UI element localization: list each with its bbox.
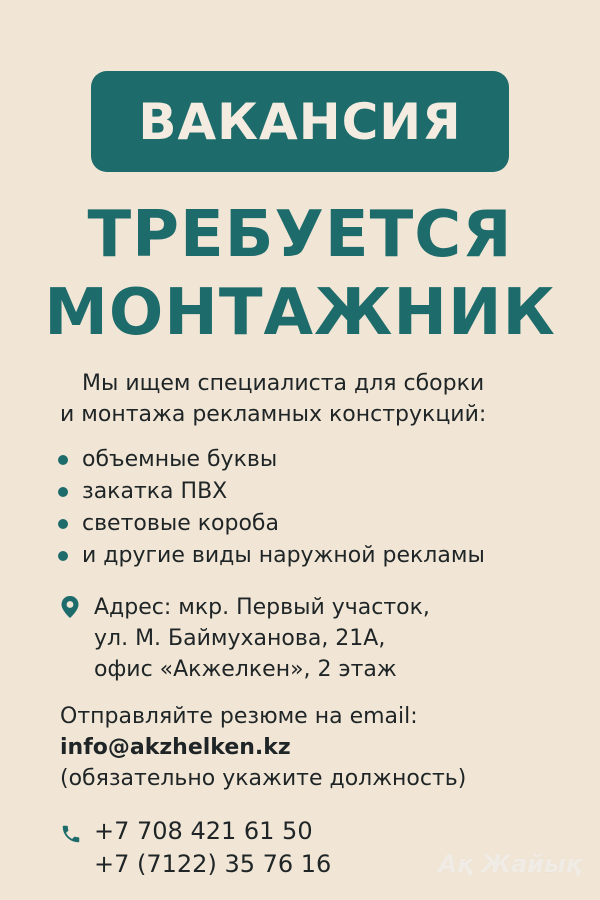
location-pin-icon — [60, 595, 80, 628]
email-link[interactable]: info@akzhelken.kz — [60, 735, 291, 760]
intro-line-2: и монтажа рекламных конструкций: — [60, 402, 487, 427]
resume-block — [60, 701, 580, 794]
headline-line-2: МОНТАЖНИК — [44, 276, 556, 350]
watermark: Ақ Жайық — [438, 850, 582, 878]
list-item-text: световые короба — [82, 511, 279, 536]
bullet-dot-icon — [58, 519, 68, 529]
list-item — [58, 508, 578, 540]
bullet-dot-icon — [58, 551, 68, 561]
list-item — [58, 476, 578, 508]
bullet-dot-icon — [58, 487, 68, 497]
headline-line-1: ТРЕБУЕТСЯ — [87, 198, 513, 272]
list-item — [58, 444, 578, 476]
vacancy-badge — [91, 71, 509, 172]
address-line-1: Адрес: мкр. Первый участок, — [94, 595, 430, 620]
list-item-text: закатка ПВХ — [82, 479, 228, 504]
intro-line-1: Мы ищем специалиста для сборки — [82, 371, 485, 396]
list-item-text: объемные буквы — [82, 447, 278, 472]
phone-icon — [60, 821, 82, 854]
phone-number-2[interactable]: +7 (7122) 35 76 16 — [94, 850, 332, 878]
address-line-3: офис «Акжелкен», 2 этаж — [94, 657, 397, 682]
address-line-2: ул. М. Баймуханова, 21А, — [94, 626, 386, 651]
duties-list — [58, 444, 578, 572]
address-block — [60, 592, 580, 685]
resume-note: (обязательно укажите должность) — [60, 766, 467, 791]
bullet-dot-icon — [58, 455, 68, 465]
list-item — [58, 540, 578, 572]
list-item-text: и другие виды наружной рекламы — [82, 543, 485, 568]
vacancy-badge-label: ВАКАНСИЯ — [138, 92, 462, 151]
phone-number-1[interactable]: +7 708 421 61 50 — [94, 817, 313, 845]
intro-text — [60, 368, 580, 430]
resume-instruction: Отправляйте резюме на email: — [60, 704, 418, 729]
